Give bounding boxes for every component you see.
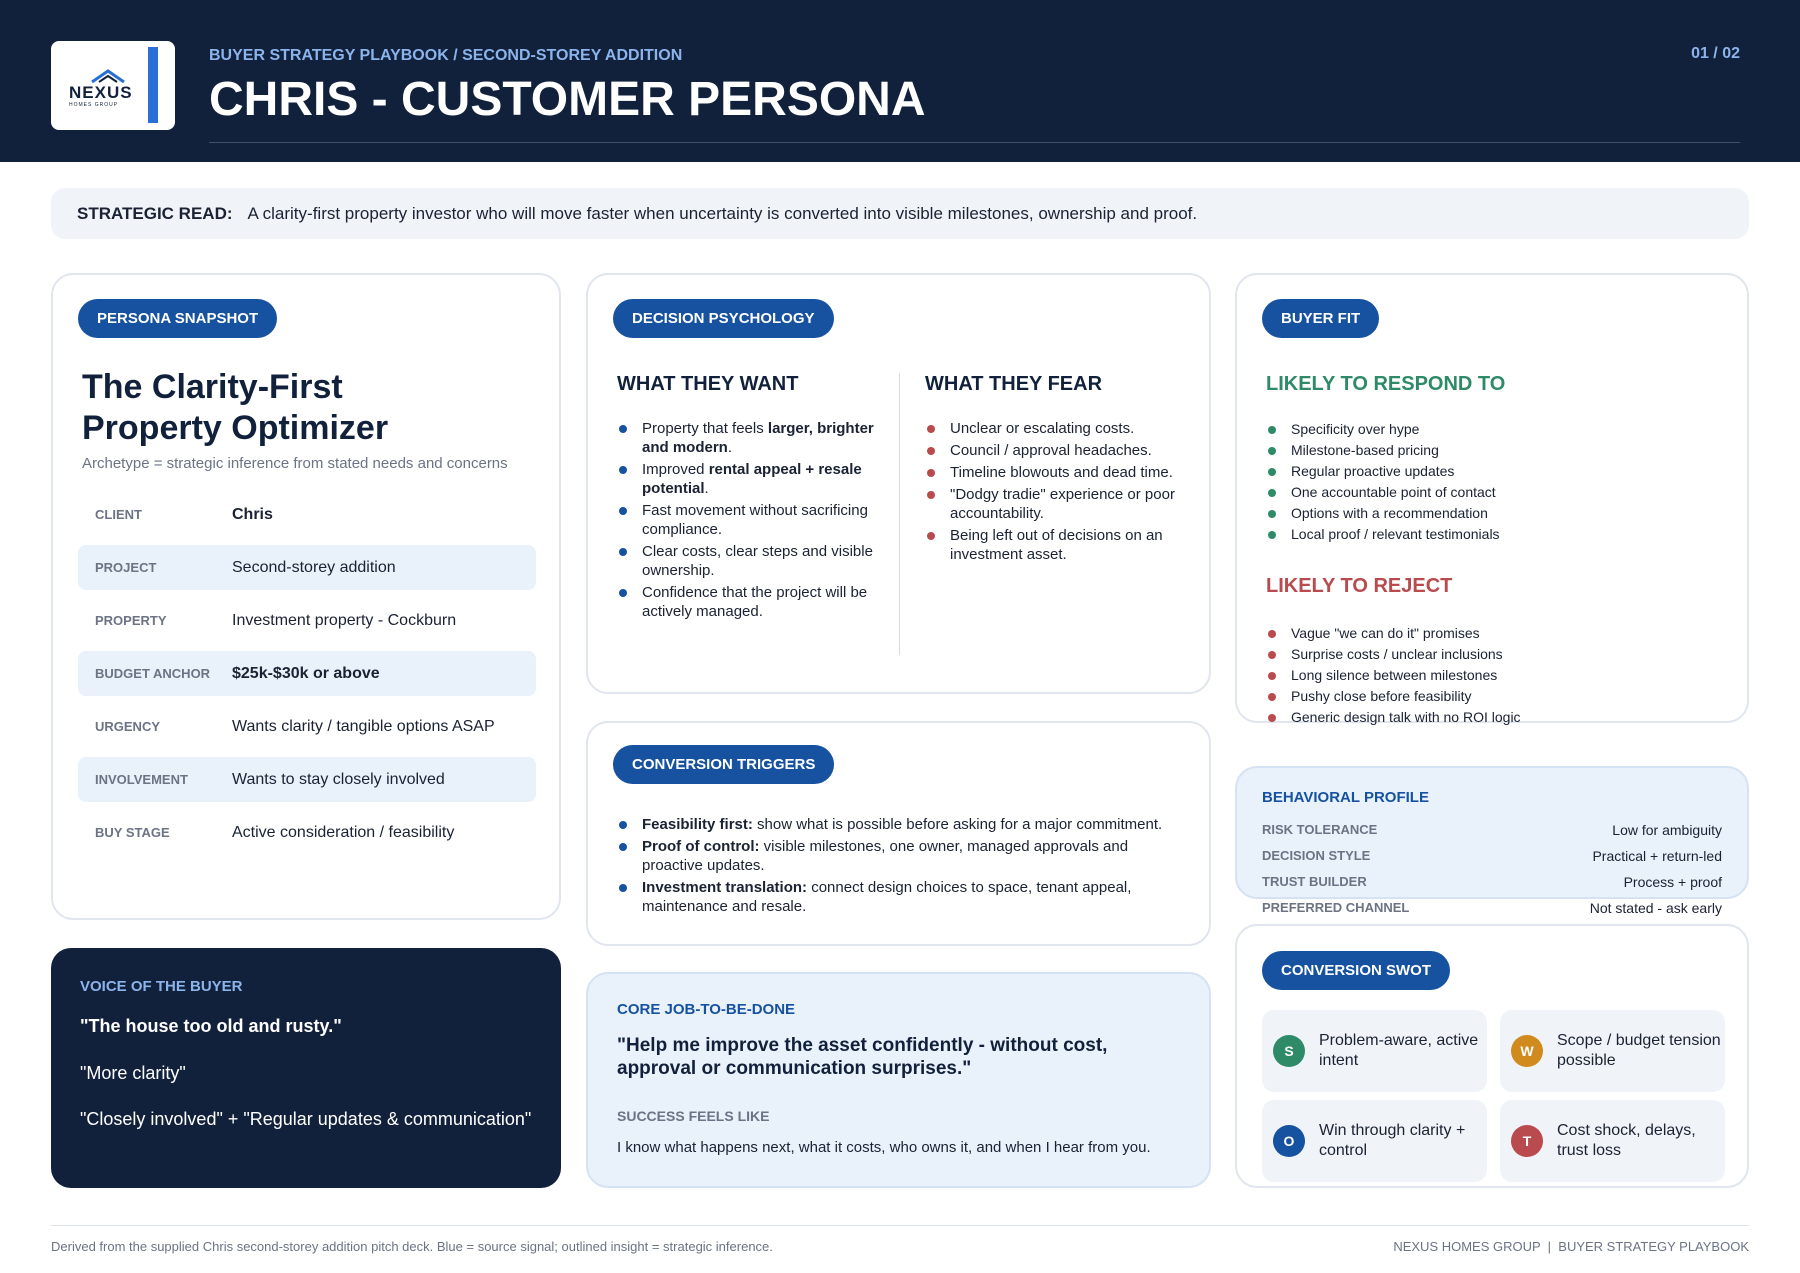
attribute-key: PROPERTY xyxy=(95,613,167,628)
core-job-quote: "Help me improve the asset confidently - without cost, approval or communication surprises." xyxy=(617,1035,1108,1079)
reject-item: Pushy close before feasibility xyxy=(1266,687,1716,705)
attribute-row xyxy=(78,492,536,537)
buyer-fit-pill: BUYER FIT xyxy=(1262,299,1379,338)
footer-brand: NEXUS HOMES GROUP | BUYER STRATEGY PLAYBOOK xyxy=(1393,1239,1749,1254)
reject-list xyxy=(1266,624,1716,729)
attribute-row xyxy=(78,810,536,855)
profile-key: RISK TOLERANCE xyxy=(1262,822,1378,837)
want-item: Fast movement without sacrificing compliance. xyxy=(617,501,887,539)
success-text: I know what happens next, what it costs, who owns it, and when I hear from you. xyxy=(617,1139,1151,1156)
swot-weakness xyxy=(1500,1010,1725,1092)
trigger-list xyxy=(617,815,1187,919)
footer-note: Derived from the supplied Chris second-storey addition pitch deck. Blue = source signal; outlined insight = strategic inference. xyxy=(51,1239,773,1254)
fear-item: Council / approval headaches. xyxy=(925,441,1190,460)
swot-text: Cost shock, delays, trust loss xyxy=(1557,1122,1696,1159)
buyer-quote: "The house too old and rusty." xyxy=(80,1016,342,1036)
attribute-value: Wants clarity / tangible options ASAP xyxy=(232,717,495,735)
behavioral-profile-card xyxy=(1235,766,1749,916)
want-heading: WHAT THEY WANT xyxy=(617,373,799,395)
respond-item: Milestone-based pricing xyxy=(1266,441,1716,459)
trigger-item: Proof of control: visible milestones, one owner, managed approvals and proactive updates. xyxy=(617,837,1187,875)
attribute-row xyxy=(78,704,536,749)
strategic-read-label: STRATEGIC READ: xyxy=(77,203,233,223)
core-job-card xyxy=(586,972,1211,1188)
persona-attributes xyxy=(78,492,536,863)
fear-item: Being left out of decisions on an investment asset. xyxy=(925,526,1190,564)
logo-wordmark: NEXUS xyxy=(69,83,133,102)
buyer-quote: "Closely involved" + "Regular updates & communication" xyxy=(80,1109,532,1129)
reject-item: Long silence between milestones xyxy=(1266,666,1716,684)
trigger-item: Feasibility first: show what is possible before asking for a major commitment. xyxy=(617,815,1187,834)
fear-item: "Dodgy tradie" experience or poor accountability. xyxy=(925,485,1190,523)
profile-row xyxy=(1262,822,1722,838)
swot-strength xyxy=(1262,1010,1487,1092)
core-job-title: CORE JOB-TO-BE-DONE xyxy=(617,1001,796,1018)
fear-item: Unclear or escalating costs. xyxy=(925,419,1190,438)
roof-icon xyxy=(88,68,128,84)
want-item: Confidence that the project will be actively managed. xyxy=(617,583,887,621)
profile-value: Practical + return-led xyxy=(1592,848,1722,864)
persona-snapshot-card xyxy=(51,273,561,920)
profile-row xyxy=(1262,874,1722,890)
attribute-value: Active consideration / feasibility xyxy=(232,823,455,841)
buyer-quote: "More clarity" xyxy=(80,1063,186,1083)
reject-item: Surprise costs / unclear inclusions xyxy=(1266,645,1716,663)
voice-title: VOICE OF THE BUYER xyxy=(80,978,243,995)
attribute-value: Wants to stay closely involved xyxy=(232,770,445,788)
attribute-value: Second-storey addition xyxy=(232,558,396,576)
success-heading: SUCCESS FEELS LIKE xyxy=(617,1108,770,1124)
conversion-swot-pill: CONVERSION SWOT xyxy=(1262,951,1450,990)
respond-heading: LIKELY TO RESPOND TO xyxy=(1266,373,1506,395)
want-list xyxy=(617,419,887,624)
reject-item: Generic design talk with no ROI logic xyxy=(1266,708,1716,726)
strength-icon: S xyxy=(1273,1035,1305,1067)
respond-item: Regular proactive updates xyxy=(1266,462,1716,480)
attribute-value: $25k-$30k or above xyxy=(232,664,380,682)
company-logo xyxy=(51,41,175,130)
attribute-key: INVOLVEMENT xyxy=(95,772,188,787)
reject-heading: LIKELY TO REJECT xyxy=(1266,575,1453,597)
want-item: Improved rental appeal + resale potential. xyxy=(617,460,887,498)
decision-psychology-pill: DECISION PSYCHOLOGY xyxy=(613,299,834,338)
page-number: 01 / 02 xyxy=(1691,45,1740,62)
attribute-row xyxy=(78,545,536,590)
attribute-value: Investment property - Cockburn xyxy=(232,611,457,629)
respond-list xyxy=(1266,420,1716,546)
profile-row xyxy=(1262,900,1722,916)
trigger-item: Investment translation: connect design choices to space, tenant appeal, maintenance and resale. xyxy=(617,878,1187,916)
header-eyebrow: BUYER STRATEGY PLAYBOOK / SECOND-STOREY ADDITION xyxy=(209,47,683,64)
logo-subtext: HOMES GROUP xyxy=(69,102,119,108)
attribute-key: URGENCY xyxy=(95,719,161,734)
page-header xyxy=(0,0,1800,162)
strategic-read-text: A clarity-first property investor who will move faster when uncertainty is converted into visible milestones, ownership and proof. xyxy=(247,203,1198,223)
swot-text: Win through clarity + control xyxy=(1319,1122,1466,1159)
behavioral-profile-title: BEHAVIORAL PROFILE xyxy=(1262,789,1429,806)
buyer-fit-card xyxy=(1235,273,1749,723)
attribute-key: PROJECT xyxy=(95,560,157,575)
respond-item: Options with a recommendation xyxy=(1266,504,1716,522)
profile-value: Not stated - ask early xyxy=(1589,900,1722,916)
page-title: CHRIS - CUSTOMER PERSONA xyxy=(209,73,926,126)
swot-text: Scope / budget tension possible xyxy=(1557,1032,1721,1069)
swot-threat xyxy=(1500,1100,1725,1182)
attribute-row xyxy=(78,598,536,643)
footer-divider xyxy=(51,1225,1749,1226)
fear-heading: WHAT THEY FEAR xyxy=(925,373,1103,395)
fear-list xyxy=(925,419,1190,567)
persona-title-line2: Property Optimizer xyxy=(82,409,389,447)
decision-psychology-card xyxy=(586,273,1211,694)
want-item: Clear costs, clear steps and visible ownership. xyxy=(617,542,887,580)
respond-item: One accountable point of contact xyxy=(1266,483,1716,501)
reject-item: Vague "we can do it" promises xyxy=(1266,624,1716,642)
voice-of-buyer-card xyxy=(51,948,561,1188)
respond-item: Specificity over hype xyxy=(1266,420,1716,438)
column-divider xyxy=(899,373,900,655)
want-item: Property that feels larger, brighter and modern. xyxy=(617,419,887,457)
opportunity-icon: O xyxy=(1273,1125,1305,1157)
fear-item: Timeline blowouts and dead time. xyxy=(925,463,1190,482)
attribute-key: BUDGET ANCHOR xyxy=(95,666,211,681)
weakness-icon: W xyxy=(1511,1035,1543,1067)
conversion-triggers-pill: CONVERSION TRIGGERS xyxy=(613,745,834,784)
persona-archetype-title xyxy=(82,367,388,449)
profile-key: DECISION STYLE xyxy=(1262,848,1371,863)
attribute-key: CLIENT xyxy=(95,507,142,522)
persona-subtitle: Archetype = strategic inference from stated needs and concerns xyxy=(82,455,508,472)
profile-key: PREFERRED CHANNEL xyxy=(1262,900,1410,915)
conversion-triggers-card xyxy=(586,721,1211,946)
profile-key: TRUST BUILDER xyxy=(1262,874,1367,889)
attribute-row xyxy=(78,757,536,802)
logo-accent-bar xyxy=(148,47,158,123)
attribute-row xyxy=(78,651,536,696)
persona-title-line1: The Clarity-First xyxy=(82,368,343,406)
attribute-key: BUY STAGE xyxy=(95,825,170,840)
profile-value: Process + proof xyxy=(1623,874,1722,890)
persona-snapshot-pill: PERSONA SNAPSHOT xyxy=(78,299,277,338)
header-divider xyxy=(209,142,1740,143)
swot-text: Problem-aware, active intent xyxy=(1319,1032,1479,1069)
conversion-swot-card xyxy=(1235,924,1749,1188)
strategic-read-banner xyxy=(51,188,1749,239)
profile-row xyxy=(1262,848,1722,864)
respond-item: Local proof / relevant testimonials xyxy=(1266,525,1716,543)
attribute-value: Chris xyxy=(232,505,273,523)
swot-opportunity xyxy=(1262,1100,1487,1182)
profile-value: Low for ambiguity xyxy=(1612,822,1722,838)
threat-icon: T xyxy=(1511,1125,1543,1157)
